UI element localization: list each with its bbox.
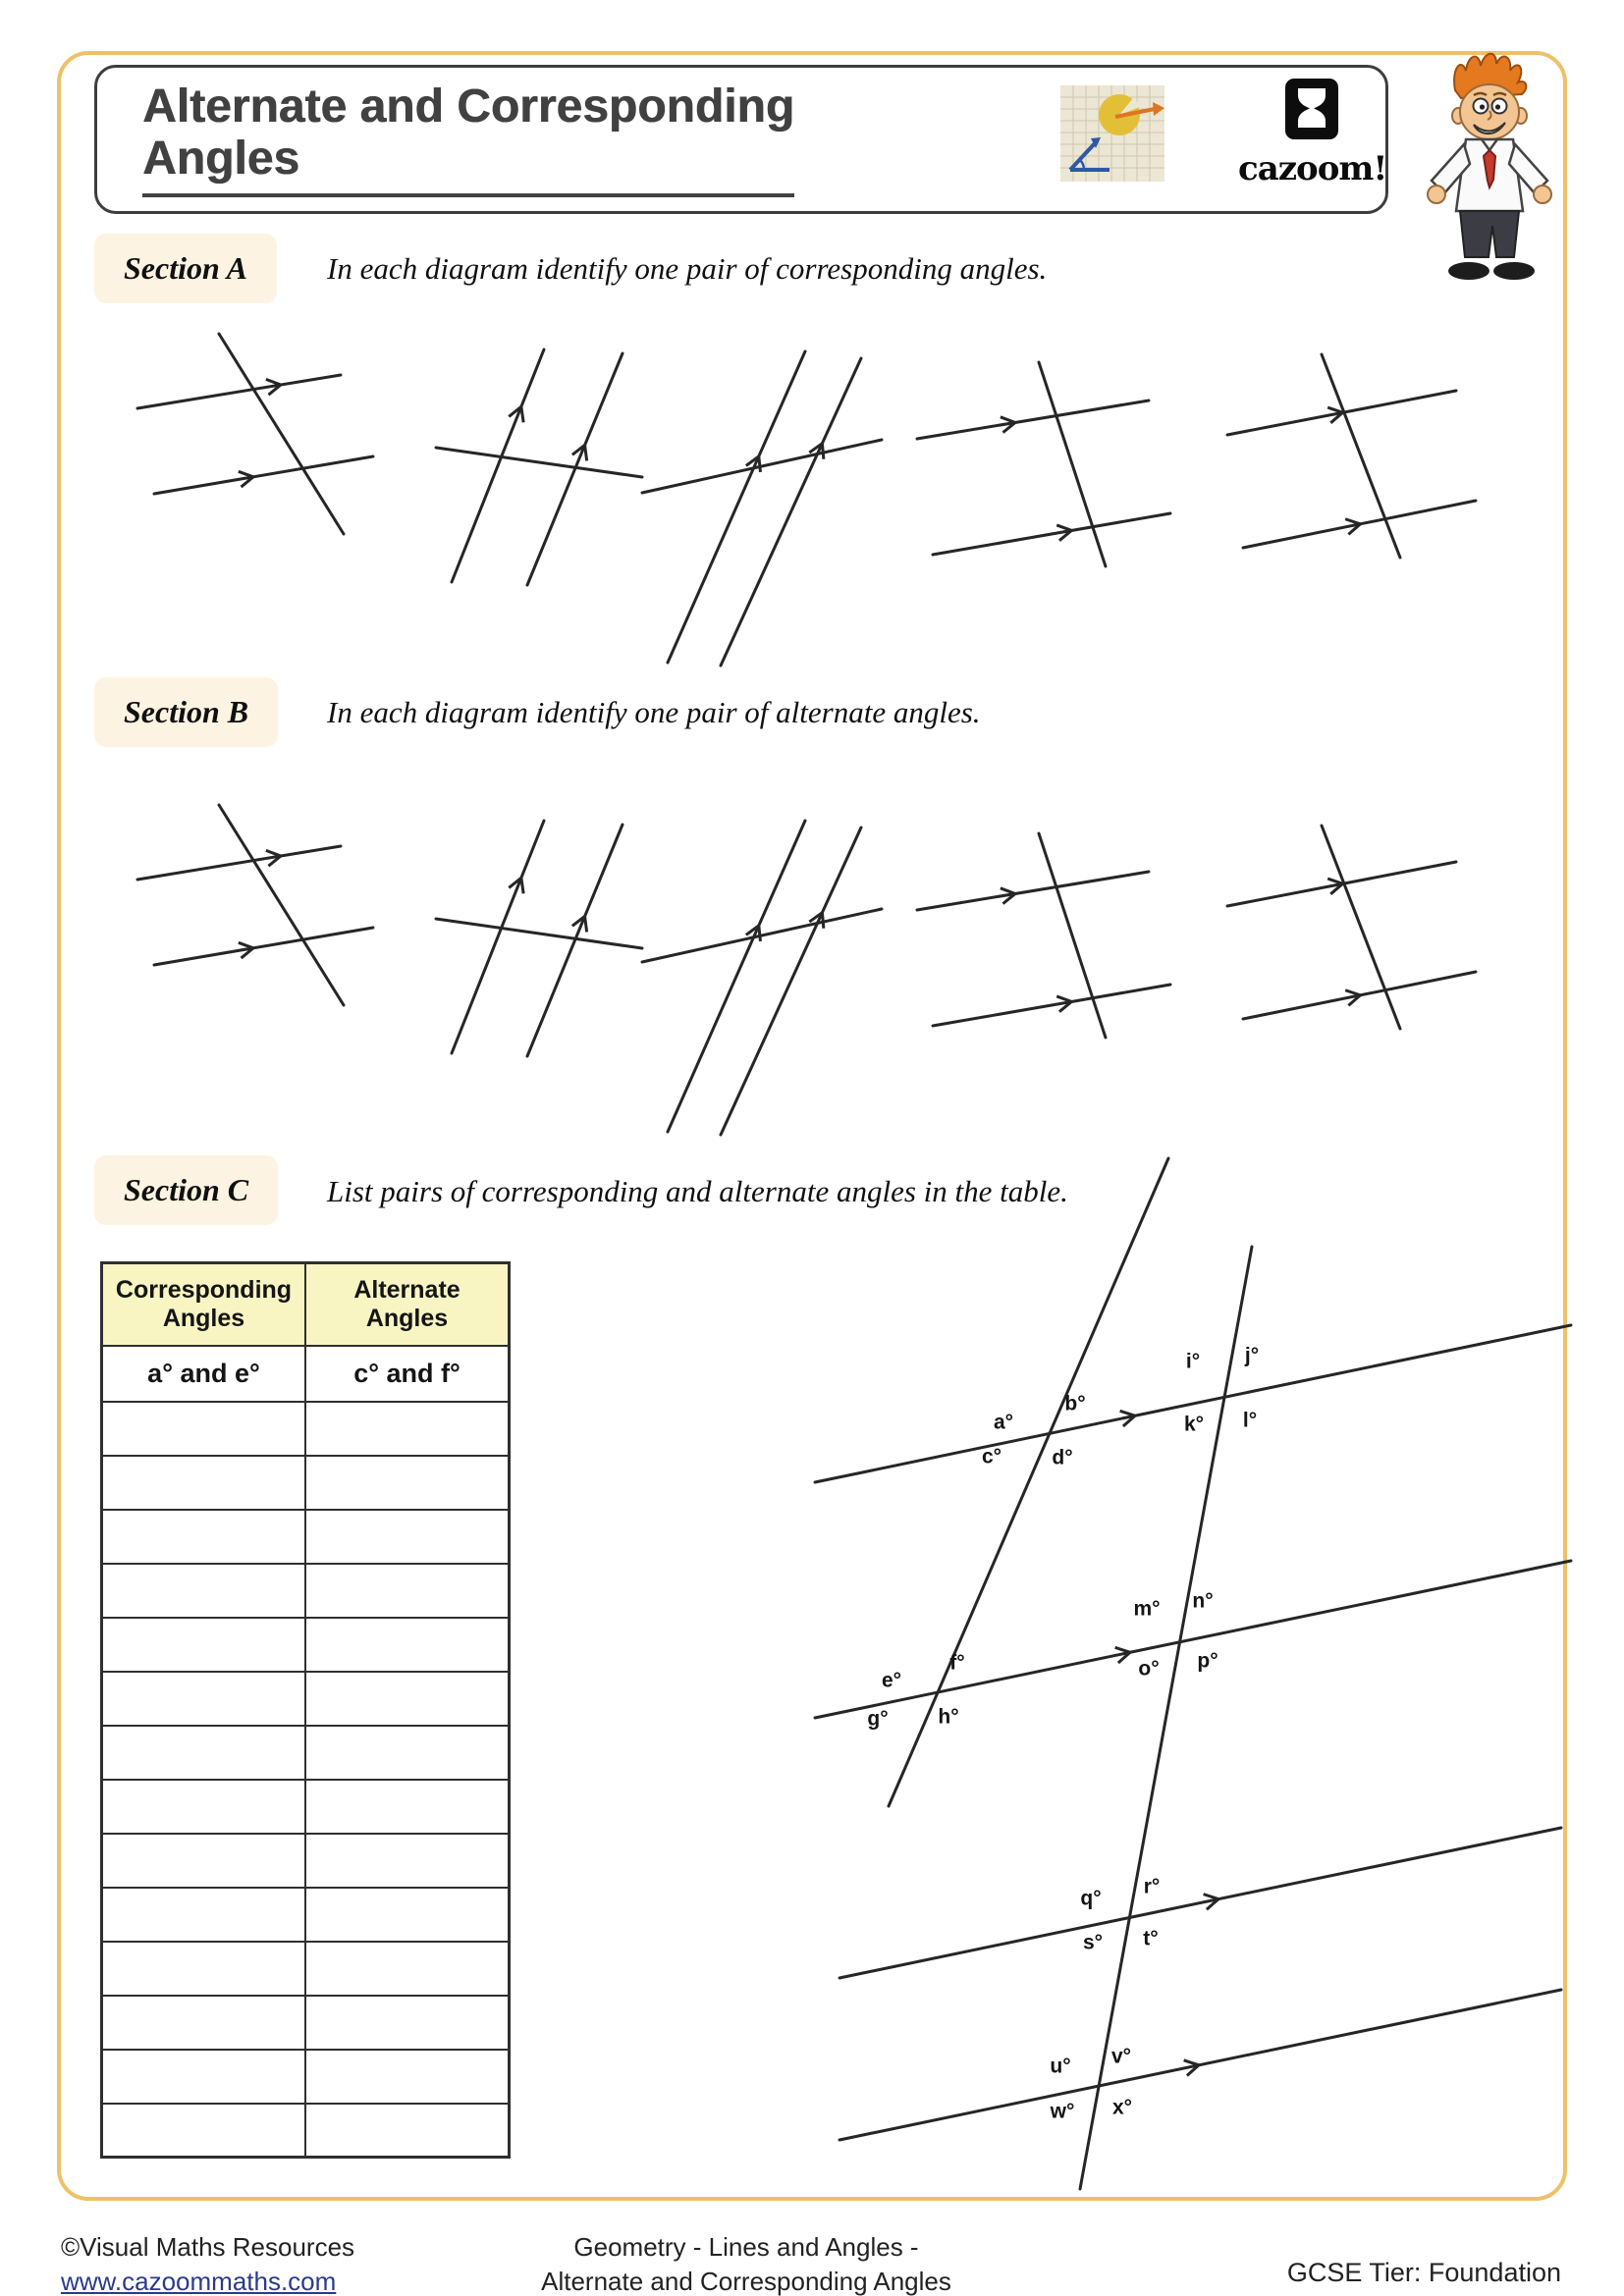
table-row	[102, 1834, 510, 1888]
parallel-line	[452, 349, 544, 582]
corresponding-angles-diagram-4	[913, 358, 1188, 569]
table-cell[interactable]	[305, 1564, 510, 1618]
parallel-line	[154, 928, 373, 965]
angle-label: p°	[1197, 1649, 1218, 1673]
parallel-line	[917, 400, 1149, 439]
title-line-1: Alternate and Corresponding	[142, 80, 795, 133]
table-header-row	[102, 1263, 510, 1346]
trousers	[1460, 211, 1519, 257]
table-row	[102, 1564, 510, 1618]
table-cell[interactable]	[305, 1888, 510, 1942]
transversal-line	[1322, 354, 1400, 558]
table-row	[102, 2050, 510, 2104]
pupil	[1480, 104, 1485, 109]
table-cell[interactable]	[305, 1402, 510, 1456]
table-row	[102, 1510, 510, 1564]
angle-label: c°	[981, 1445, 1002, 1468]
corresponding-angles-diagram-3	[640, 344, 886, 667]
parallel-line	[721, 358, 861, 666]
angle-label: f°	[949, 1651, 965, 1675]
transversal-line-left	[889, 1158, 1168, 1806]
table-cell[interactable]	[102, 1780, 306, 1834]
table-cell[interactable]	[102, 1996, 306, 2050]
angle-label: v°	[1110, 2045, 1132, 2068]
transversal-line-right	[1080, 1247, 1252, 2189]
angle-label: m°	[1133, 1597, 1161, 1621]
table-cell[interactable]	[102, 1672, 306, 1726]
table-row	[102, 1942, 510, 1996]
angle-label: h°	[938, 1705, 959, 1729]
footer-left	[61, 2230, 354, 2296]
table-row	[102, 2104, 510, 2158]
angle-label: l°	[1242, 1409, 1258, 1432]
table-cell[interactable]	[305, 1618, 510, 1672]
shoe	[1493, 262, 1535, 280]
alternate-angles-diagram-4	[913, 829, 1188, 1041]
parallel-line-2	[815, 1561, 1571, 1718]
table-cell[interactable]	[102, 1942, 306, 1996]
labelled-angles-diagram	[756, 1139, 1600, 2199]
title-line-2: Angles	[142, 132, 300, 185]
table-cell[interactable]	[305, 1510, 510, 1564]
angles-table	[100, 1261, 511, 2159]
parallel-line	[668, 821, 805, 1132]
footer-tier: GCSE Tier: Foundation	[1286, 2258, 1561, 2287]
angle-label: e°	[881, 1669, 902, 1692]
angle-label: k°	[1183, 1413, 1205, 1436]
table-cell[interactable]	[305, 2104, 510, 2158]
table-cell[interactable]	[305, 1780, 510, 1834]
teacher-mascot	[1404, 49, 1569, 297]
table-header-corresponding: Corresponding Angles	[102, 1263, 306, 1346]
pupil	[1495, 104, 1500, 109]
angle-label: o°	[1138, 1657, 1160, 1681]
alternate-angles-diagram-2	[434, 813, 645, 1058]
table-cell[interactable]	[102, 1726, 306, 1780]
angle-label: b°	[1064, 1392, 1086, 1415]
transversal-line	[436, 919, 642, 948]
footer-subject-line-2: Alternate and Corresponding Angles	[541, 2267, 951, 2296]
footer-copyright: ©Visual Maths Resources	[61, 2232, 355, 2262]
angle-label: j°	[1244, 1344, 1260, 1367]
angle-label: g°	[867, 1707, 889, 1731]
alternate-angles-diagram-5	[1225, 823, 1490, 1034]
table-row	[102, 1780, 510, 1834]
table-row	[102, 1888, 510, 1942]
table-cell[interactable]	[305, 1456, 510, 1510]
alternate-angles-diagram-3	[640, 813, 886, 1137]
table-row	[102, 1672, 510, 1726]
table-row	[102, 1402, 510, 1456]
parallel-line	[933, 985, 1170, 1026]
parallel-line	[527, 825, 623, 1056]
parallel-line	[154, 456, 373, 494]
table-cell[interactable]	[102, 1402, 306, 1456]
angle-label: s°	[1082, 1931, 1104, 1954]
parallel-line	[452, 821, 544, 1053]
table-row	[102, 1346, 510, 1402]
corresponding-angles-diagram-5	[1225, 351, 1490, 562]
angle-label: i°	[1185, 1350, 1201, 1373]
transversal-line	[436, 448, 642, 477]
table-row	[102, 1996, 510, 2050]
angle-label: w°	[1050, 2100, 1075, 2123]
table-cell[interactable]	[102, 1834, 306, 1888]
angle-label: r°	[1143, 1875, 1161, 1898]
hourglass-icon	[1284, 78, 1339, 142]
parallel-line	[721, 828, 861, 1135]
angle-label: d°	[1052, 1446, 1073, 1469]
corresponding-angles-diagram-2	[434, 342, 645, 587]
hand	[1534, 186, 1551, 203]
cazoom-logo	[1238, 78, 1385, 188]
page-title	[142, 81, 794, 197]
angle-label: u°	[1050, 2055, 1071, 2078]
table-row	[102, 1726, 510, 1780]
header	[94, 65, 1388, 214]
angle-label: q°	[1080, 1887, 1102, 1910]
table-cell: a° and e°	[102, 1346, 306, 1402]
alternate-angles-diagram-1	[133, 803, 417, 1009]
parallel-line	[527, 353, 623, 585]
parallel-line-1	[815, 1325, 1571, 1482]
footer-center	[461, 2230, 1031, 2296]
parallel-line	[137, 846, 341, 880]
angle-label: n°	[1192, 1589, 1214, 1613]
parallel-line-3	[839, 1828, 1561, 1978]
section-b-label: Section B	[94, 677, 278, 747]
footer-subject-line-1: Geometry - Lines and Angles -	[573, 2232, 919, 2262]
transversal-line	[1322, 826, 1400, 1029]
section-c-label: Section C	[94, 1155, 278, 1225]
parallel-line	[917, 872, 1149, 910]
table-cell[interactable]	[102, 1456, 306, 1510]
cazoom-logo-text: cazoom!	[1238, 149, 1387, 188]
angle-label: a°	[993, 1411, 1014, 1434]
angle-label: t°	[1143, 1927, 1159, 1950]
table-cell: c° and f°	[305, 1346, 510, 1402]
table-cell[interactable]	[305, 1942, 510, 1996]
table-row	[102, 1456, 510, 1510]
parallel-line	[933, 513, 1170, 555]
angle-label: x°	[1111, 2096, 1133, 2119]
parallel-line	[668, 351, 805, 663]
angles-chart-icon	[1060, 85, 1164, 187]
table-cell[interactable]	[305, 1726, 510, 1780]
section-b-instruction: In each diagram identify one pair of alternate angles.	[327, 695, 981, 729]
table-cell[interactable]	[102, 1564, 306, 1618]
table-cell[interactable]	[305, 1996, 510, 2050]
table-cell[interactable]	[102, 1618, 306, 1672]
table-cell[interactable]	[305, 2050, 510, 2104]
table-cell[interactable]	[102, 1888, 306, 1942]
parallel-line	[137, 375, 341, 408]
table-header-alternate: Alternate Angles	[305, 1263, 510, 1346]
table-cell[interactable]	[102, 1510, 306, 1564]
footer-url-link[interactable]: www.cazoommaths.com	[61, 2267, 337, 2296]
table-cell[interactable]	[305, 1672, 510, 1726]
hand	[1428, 186, 1445, 203]
section-a-label: Section A	[94, 234, 277, 303]
table-cell[interactable]	[102, 2104, 306, 2158]
section-a-instruction: In each diagram identify one pair of corresponding angles.	[327, 251, 1048, 286]
table-row	[102, 1618, 510, 1672]
transversal-line	[219, 805, 344, 1005]
section-c-instruction: List pairs of corresponding and alternate angles in the table.	[327, 1174, 1068, 1208]
table-cell[interactable]	[305, 1834, 510, 1888]
corresponding-angles-diagram-1	[133, 332, 417, 538]
table-cell[interactable]	[102, 2050, 306, 2104]
shoe	[1448, 262, 1489, 280]
transversal-line	[219, 334, 344, 534]
